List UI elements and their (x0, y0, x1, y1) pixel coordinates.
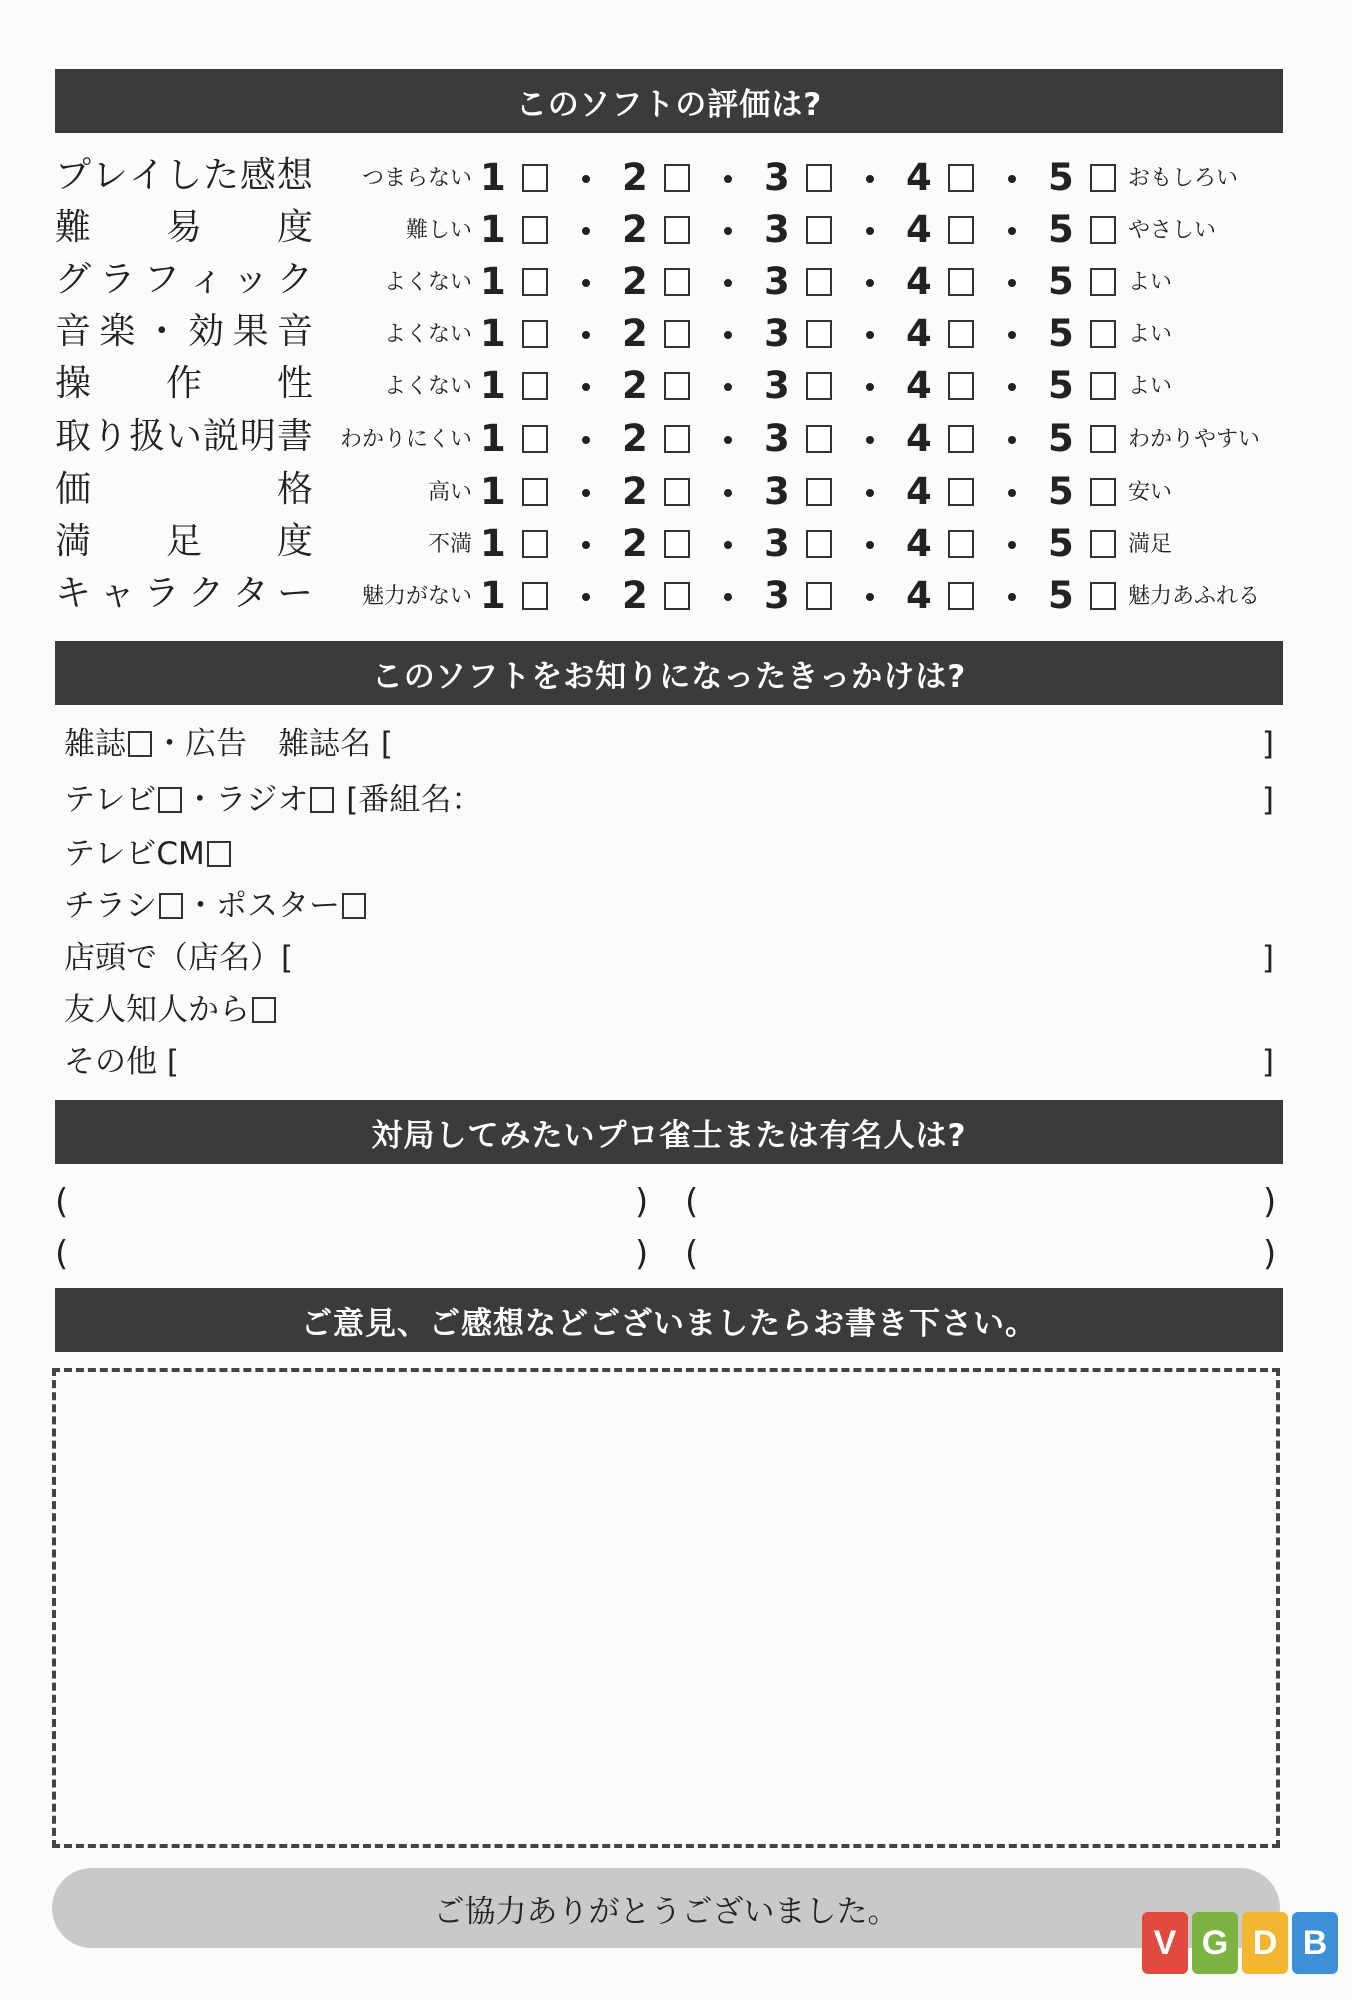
separator-dot (866, 279, 874, 287)
rating-checkbox[interactable] (1090, 425, 1116, 453)
separator-dot (1008, 331, 1016, 339)
paren-close: ) (1263, 1182, 1277, 1222)
scale-number: 3 (764, 312, 790, 355)
separator-dot (724, 436, 732, 444)
separator-dot (866, 331, 874, 339)
comment-box[interactable] (52, 1368, 1280, 1848)
rating-negative-label: 高い (427, 480, 472, 505)
paren-close: ) (635, 1182, 649, 1222)
scale-number: 2 (622, 574, 648, 617)
rating-checkbox[interactable] (948, 216, 974, 244)
scale-number: 4 (906, 364, 932, 407)
separator-dot (724, 383, 732, 391)
separator-dot (1008, 593, 1016, 601)
rating-positive-label: やさしい (1128, 218, 1217, 243)
scale-number: 2 (622, 312, 648, 355)
scale-number: 2 (622, 260, 648, 303)
scale-number: 3 (764, 470, 790, 513)
scale-number: 4 (906, 260, 932, 303)
rating-checkbox[interactable] (664, 582, 690, 610)
scale-number: 5 (1048, 522, 1074, 565)
players-section-header (55, 1100, 1283, 1164)
comment-section-title: ご意見、ご感想などございましたらお書き下さい。 (301, 1305, 1037, 1342)
separator-dot (724, 227, 732, 235)
rating-checkbox[interactable] (1090, 268, 1116, 296)
rating-label: 難 易 度 (55, 207, 313, 248)
scale-number: 3 (764, 208, 790, 251)
scale-number: 5 (1048, 574, 1074, 617)
scale-number: 1 (480, 417, 506, 460)
scale-number: 5 (1048, 208, 1074, 251)
source-row-store (64, 934, 1284, 982)
radio-checkbox[interactable] (310, 787, 334, 813)
rating-row (0, 358, 1352, 410)
rating-row (0, 411, 1352, 463)
scale-number: 3 (764, 417, 790, 460)
paren-open: ( (685, 1234, 699, 1274)
scale-number: 4 (906, 156, 932, 199)
scale-number: 3 (764, 156, 790, 199)
rating-checkbox[interactable] (806, 530, 832, 558)
scale-number: 2 (622, 208, 648, 251)
rating-label: グ ラ フ ィ ッ ク (55, 259, 313, 300)
rating-checkbox[interactable] (806, 372, 832, 400)
rating-checkbox[interactable] (522, 425, 548, 453)
players-row-1 (55, 1178, 1283, 1226)
source-flyer-label: チラシ (64, 888, 157, 924)
rating-positive-label: 満足 (1128, 532, 1173, 557)
rating-section-header (55, 69, 1283, 133)
rating-row (0, 150, 1352, 202)
rating-checkbox[interactable] (1090, 164, 1116, 192)
source-row-flyer (64, 882, 1284, 930)
rating-section-title: このソフトの評価は? (515, 86, 823, 123)
separator-dot (866, 175, 874, 183)
rating-positive-label: 安い (1128, 480, 1173, 505)
bracket-close: ] (1261, 782, 1274, 818)
rating-checkbox[interactable] (806, 582, 832, 610)
rating-checkbox[interactable] (948, 530, 974, 558)
program-name-label: [番組名： (336, 782, 483, 818)
separator-dot (1008, 383, 1016, 391)
rating-checkbox[interactable] (1090, 582, 1116, 610)
separator-dot (866, 489, 874, 497)
scale-number: 4 (906, 417, 932, 460)
source-row-other (64, 1038, 1284, 1086)
rating-negative-label: よくない (383, 270, 472, 295)
separator-dot (1008, 227, 1016, 235)
rating-checkbox[interactable] (1090, 320, 1116, 348)
poster-checkbox[interactable] (342, 893, 366, 919)
source-row-tv-radio (64, 776, 1284, 824)
separator-dot (1008, 279, 1016, 287)
scale-number: 1 (480, 522, 506, 565)
source-radio-label: ・ラジオ (184, 782, 309, 818)
separator-dot (866, 227, 874, 235)
scale-number: 3 (764, 574, 790, 617)
rating-row (0, 464, 1352, 516)
scale-number: 4 (906, 522, 932, 565)
rating-label: 操 作 性 (55, 363, 313, 404)
paren-open: ( (55, 1182, 69, 1222)
rating-checkbox[interactable] (806, 216, 832, 244)
scale-number: 1 (480, 574, 506, 617)
logo-letter: B (1292, 1912, 1338, 1974)
rating-positive-label: よい (1128, 374, 1173, 399)
tv-checkbox[interactable] (158, 787, 182, 813)
scale-number: 5 (1048, 417, 1074, 460)
rating-checkbox[interactable] (522, 216, 548, 244)
rating-negative-label: わかりにくい (339, 427, 472, 452)
separator-dot (582, 489, 590, 497)
scale-number: 1 (480, 312, 506, 355)
rating-checkbox[interactable] (948, 268, 974, 296)
separator-dot (866, 436, 874, 444)
rating-checkbox[interactable] (664, 268, 690, 296)
source-friend-label: 友人知人から (64, 992, 250, 1028)
source-store-label: 店頭で（店名）[ (64, 940, 294, 976)
rating-label: プ レ イ し た 感 想 (55, 155, 313, 196)
rating-checkbox[interactable] (522, 268, 548, 296)
separator-dot (582, 436, 590, 444)
rating-checkbox[interactable] (948, 478, 974, 506)
rating-row (0, 516, 1352, 568)
rating-negative-label: よくない (383, 374, 472, 399)
scale-number: 2 (622, 364, 648, 407)
scale-number: 5 (1048, 312, 1074, 355)
rating-checkbox[interactable] (1090, 530, 1116, 558)
paren-close: ) (635, 1234, 649, 1274)
rating-checkbox[interactable] (522, 582, 548, 610)
bracket-close: ] (1261, 726, 1274, 762)
rating-checkbox[interactable] (806, 164, 832, 192)
players-section-title: 対局してみたいプロ雀士または有名人は? (371, 1117, 967, 1154)
rating-label: 取 り 扱 い 説 明 書 (55, 416, 313, 457)
scale-number: 2 (622, 156, 648, 199)
scale-number: 5 (1048, 364, 1074, 407)
separator-dot (724, 489, 732, 497)
paren-open: ( (55, 1234, 69, 1274)
rating-negative-label: よくない (383, 322, 472, 347)
rating-positive-label: よい (1128, 322, 1173, 347)
scale-number: 4 (906, 470, 932, 513)
bracket-close: ] (1261, 940, 1274, 976)
scale-number: 1 (480, 364, 506, 407)
source-tvcm-label: テレビCM (64, 836, 205, 872)
scale-number: 2 (622, 522, 648, 565)
rating-checkbox[interactable] (664, 372, 690, 400)
thanks-banner (52, 1868, 1280, 1948)
scale-number: 2 (622, 470, 648, 513)
rating-checkbox[interactable] (664, 164, 690, 192)
comment-section-header (55, 1288, 1283, 1352)
tvcm-checkbox[interactable] (207, 841, 231, 867)
source-tv-label: テレビ (64, 782, 157, 818)
source-section-title: このソフトをお知りになったきっかけは? (371, 658, 967, 695)
rating-negative-label: 不満 (427, 532, 472, 557)
source-poster-label: ・ポスター (185, 888, 340, 924)
rating-checkbox[interactable] (664, 530, 690, 558)
rating-checkbox[interactable] (522, 478, 548, 506)
rating-row (0, 254, 1352, 306)
thanks-text: ご協力ありがとうございました。 (433, 1893, 899, 1930)
separator-dot (1008, 541, 1016, 549)
source-section-header (55, 641, 1283, 705)
rating-positive-label: おもしろい (1128, 166, 1239, 191)
rating-checkbox[interactable] (664, 478, 690, 506)
flyer-checkbox[interactable] (159, 893, 183, 919)
separator-dot (724, 175, 732, 183)
rating-row (0, 306, 1352, 358)
separator-dot (582, 279, 590, 287)
rating-checkbox[interactable] (664, 216, 690, 244)
rating-label: キ ャ ラ ク タ ー (55, 573, 313, 614)
rating-positive-label: 魅力あふれる (1128, 584, 1261, 609)
scale-number: 5 (1048, 260, 1074, 303)
rating-checkbox[interactable] (1090, 372, 1116, 400)
paren-open: ( (685, 1182, 699, 1222)
scale-number: 4 (906, 574, 932, 617)
rating-checkbox[interactable] (948, 425, 974, 453)
separator-dot (582, 541, 590, 549)
source-other-label: その他 [ (64, 1044, 179, 1080)
separator-dot (724, 593, 732, 601)
scale-number: 3 (764, 522, 790, 565)
players-row-2 (55, 1230, 1283, 1278)
separator-dot (582, 331, 590, 339)
source-row-friend (64, 986, 1284, 1034)
logo-letter: D (1242, 1912, 1288, 1974)
rating-checkbox[interactable] (522, 372, 548, 400)
rating-label: 満 足 度 (55, 521, 313, 562)
logo-letter: V (1142, 1912, 1188, 1974)
scale-number: 4 (906, 208, 932, 251)
scale-number: 3 (764, 364, 790, 407)
rating-label: 音 楽 ・ 効 果 音 (55, 311, 313, 352)
source-row-magazine (64, 720, 1284, 768)
rating-checkbox[interactable] (664, 425, 690, 453)
separator-dot (724, 331, 732, 339)
rating-negative-label: 魅力がない (361, 584, 472, 609)
logo-letter: G (1192, 1912, 1238, 1974)
magazine-checkbox[interactable] (128, 731, 152, 757)
separator-dot (866, 383, 874, 391)
rating-checkbox[interactable] (948, 372, 974, 400)
rating-checkbox[interactable] (948, 320, 974, 348)
separator-dot (582, 593, 590, 601)
rating-checkbox[interactable] (522, 530, 548, 558)
rating-positive-label: わかりやすい (1128, 427, 1261, 452)
rating-positive-label: よい (1128, 270, 1173, 295)
source-ad-label: ・広告 雑誌名 [ (154, 726, 393, 762)
separator-dot (866, 541, 874, 549)
rating-checkbox[interactable] (948, 582, 974, 610)
rating-label: 価 格 (55, 469, 313, 510)
separator-dot (1008, 175, 1016, 183)
rating-checkbox[interactable] (806, 320, 832, 348)
separator-dot (866, 593, 874, 601)
separator-dot (1008, 489, 1016, 497)
scale-number: 5 (1048, 156, 1074, 199)
rating-checkbox[interactable] (948, 164, 974, 192)
scale-number: 4 (906, 312, 932, 355)
rating-row (0, 568, 1352, 620)
rating-checkbox[interactable] (806, 268, 832, 296)
rating-row (0, 202, 1352, 254)
rating-negative-label: 難しい (405, 218, 472, 243)
scale-number: 1 (480, 156, 506, 199)
separator-dot (582, 383, 590, 391)
source-row-tvcm (64, 830, 1284, 878)
separator-dot (724, 541, 732, 549)
scale-number: 1 (480, 470, 506, 513)
scale-number: 3 (764, 260, 790, 303)
separator-dot (1008, 436, 1016, 444)
rating-checkbox[interactable] (806, 478, 832, 506)
rating-checkbox[interactable] (1090, 216, 1116, 244)
scale-number: 5 (1048, 470, 1074, 513)
friend-checkbox[interactable] (252, 997, 276, 1023)
rating-negative-label: つまらない (361, 166, 472, 191)
rating-checkbox[interactable] (522, 320, 548, 348)
separator-dot (582, 227, 590, 235)
scale-number: 1 (480, 260, 506, 303)
source-magazine-label: 雑誌 (64, 726, 126, 762)
rating-checkbox[interactable] (1090, 478, 1116, 506)
scale-number: 2 (622, 417, 648, 460)
scale-number: 1 (480, 208, 506, 251)
rating-checkbox[interactable] (806, 425, 832, 453)
separator-dot (582, 175, 590, 183)
vgdb-logo (1142, 1912, 1342, 1982)
separator-dot (724, 279, 732, 287)
rating-checkbox[interactable] (664, 320, 690, 348)
bracket-close: ] (1261, 1044, 1274, 1080)
paren-close: ) (1263, 1234, 1277, 1274)
rating-checkbox[interactable] (522, 164, 548, 192)
